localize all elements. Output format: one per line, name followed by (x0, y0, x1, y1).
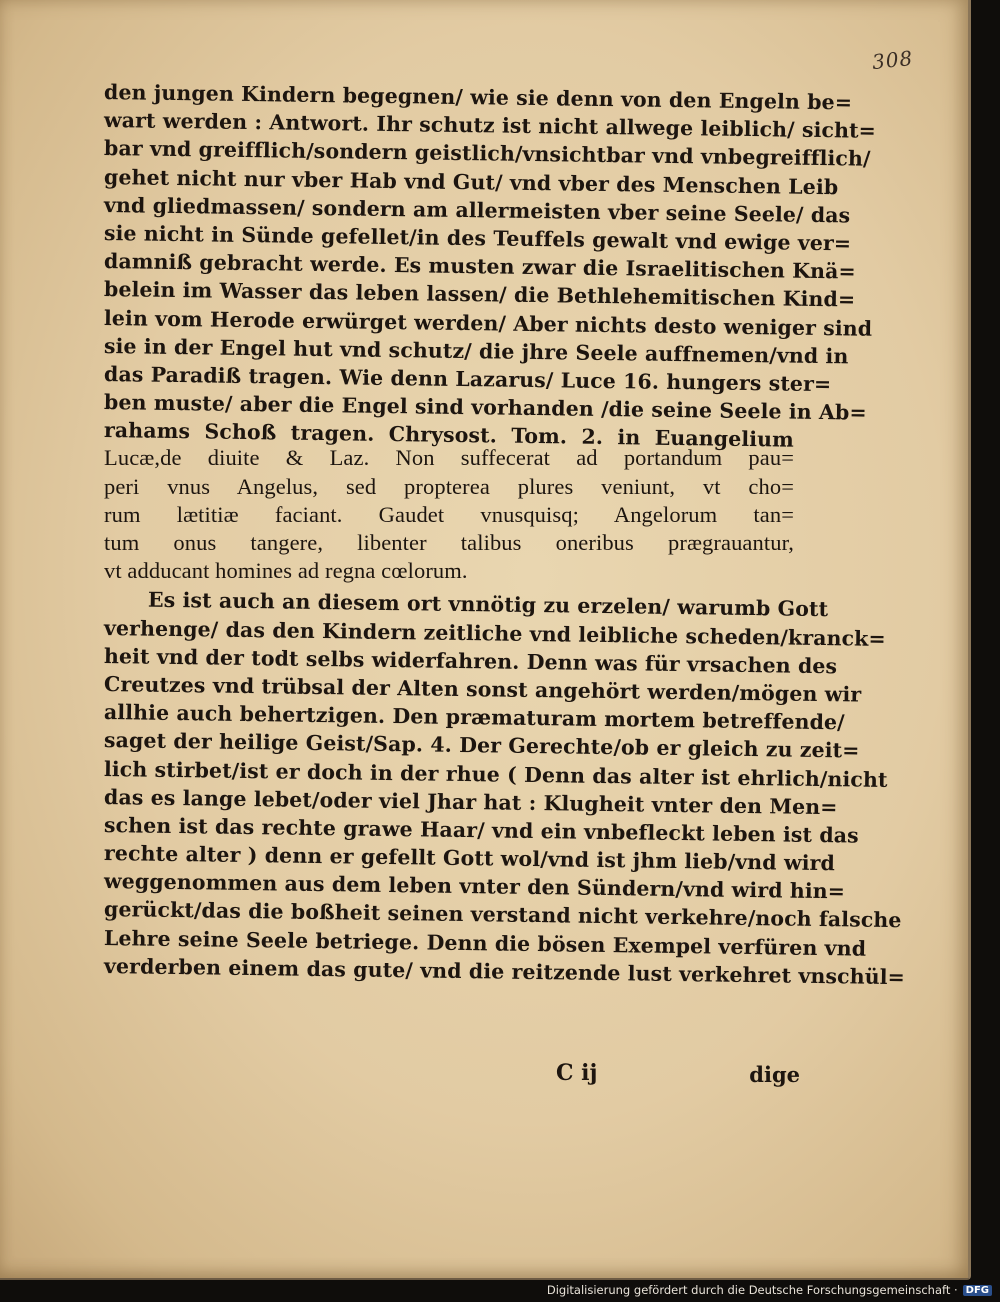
text-line: gerückt/das die boßheit seinen verstand nicht verkehre/noch falsche (103, 897, 902, 933)
text-line: weggenommen aus dem leben vnter den Sündern/vnd wird hin= (103, 869, 846, 904)
text-line: damniß gebracht werde. Es musten zwar die Israelitischen Knä= (103, 249, 856, 284)
text-line: sie in der Engel hut vnd schutz/ die jhre Seele auffnemen/vnd in (103, 333, 849, 369)
text-line: lich stirbet/ist er doch in der rhue ( Denn das alter ist ehrlich/nicht (103, 756, 888, 792)
text-line: wart werden : Antwort. Ihr schutz ist nicht allwege leiblich/ sicht= (103, 108, 877, 143)
text-line: lein vom Herode erwürget werden/ Aber nichts desto weniger sind (103, 305, 873, 341)
text-line: Es ist auch an diesem ort vnnötig zu erzelen/ warumb Gott (147, 587, 829, 622)
signature-mark: C ij (556, 1060, 598, 1086)
dfg-logo: DFG (963, 1285, 992, 1296)
text-line: Creutzes vnd trübsal der Alten sonst angehört werden/mögen wir (103, 671, 862, 707)
page-foot-line (104, 1060, 800, 1090)
footer-credit (547, 1283, 992, 1297)
text-line: heit vnd der todt selbs widerfahren. Denn was für vrsachen des (103, 643, 838, 678)
text-line: Lucæ,de diuite & Laz. Non suffecerat ad portandum pau= (104, 445, 794, 471)
text-line: belein im Wasser das leben lassen/ die Bethlehemitischen Kind= (103, 277, 856, 312)
text-line: allhie auch behertzigen. Den præmaturam mortem betreffende/ (103, 700, 845, 735)
catchword: dige (749, 1062, 800, 1087)
text-line: gehet nicht nur vber Hab vnd Gut/ vnd vber des Menschen Leib (103, 164, 839, 199)
text-line: peri vnus Angelus, sed propterea plures veniunt, vt cho= (104, 473, 794, 499)
text-line: sie nicht in Sünde gefellet/in des Teuffels gewalt vnd ewige ver= (103, 220, 852, 256)
text-line: den jungen Kindern begegnen/ wie sie denn von den Engeln be= (103, 80, 853, 115)
text-line: schen ist das rechte grawe Haar/ vnd ein vnbefleckt leben ist das (103, 812, 859, 848)
text-line: Lehre seine Seele betriege. Denn die bösen Exempel verfüren vnd (103, 925, 867, 961)
footer-text: Digitalisierung gefördert durch die Deutsche Forschungsgemeinschaft · (546, 1283, 958, 1297)
page-number: 308 (870, 45, 915, 75)
text-line: bar vnd greifflich/sondern geistlich/vnsichtbar vnd vnbegreifflich/ (103, 136, 871, 172)
text-line: vnd gliedmassen/ sondern am allermeisten vber seine Seele/ das (103, 192, 851, 228)
text-line: vt adducant homines ad regna cœlorum. (104, 558, 468, 584)
text-line: das Paradiß tragen. Wie denn Lazarus/ Luce 16. hungers ster= (103, 361, 832, 397)
text-line: rahams Schoß tragen. Chrysost. Tom. 2. in Euangelium (103, 418, 795, 452)
text-line: rechte alter ) denn er gefellt Gott wol/vnd ist jhm lieb/vnd wird (103, 841, 836, 876)
text-line: tum onus tangere, libenter talibus oneribus prægrauantur, (104, 530, 794, 555)
text-line: rum lætitiæ faciant. Gaudet vnusquisq; Angelorum tan= (104, 501, 794, 527)
text-line: verderben einem das gute/ vnd die reitzende lust verkehret vnschül= (103, 953, 906, 989)
body-text (103, 78, 906, 989)
text-line: saget der heilige Geist/Sap. 4. Der Gerechte/ob er gleich zu zeit= (103, 728, 860, 763)
text-line: verhenge/ das den Kindern zeitliche vnd leibliche scheden/kranck= (103, 615, 886, 651)
text-line: das es lange lebet/oder viel Jhar hat : Klugheit vnter den Men= (103, 784, 838, 819)
text-line: ben muste/ aber die Engel sind vorhanden /die seine Seele in Ab= (103, 390, 867, 425)
